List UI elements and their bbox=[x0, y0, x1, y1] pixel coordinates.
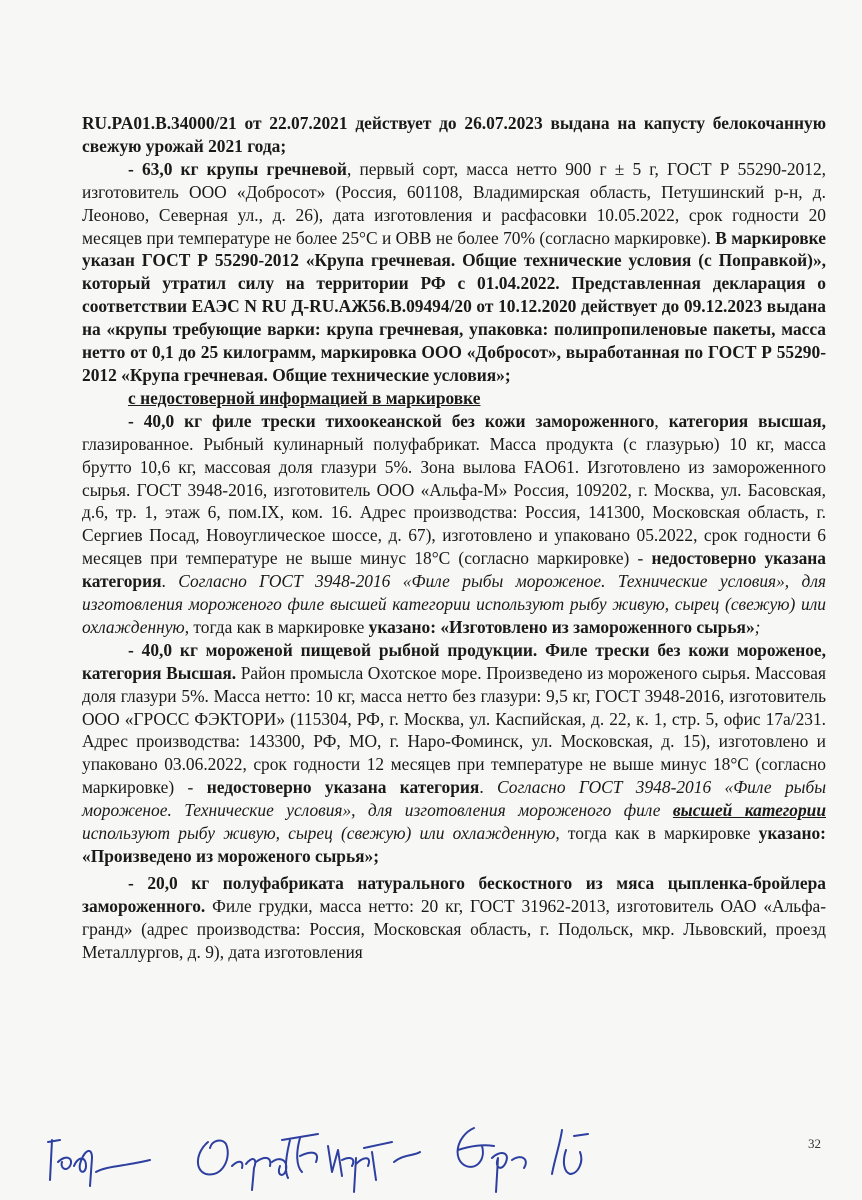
signature-1 bbox=[48, 1140, 92, 1186]
paragraph-4-run-6: используют рыбу живую, сырец (свежую) или охлажденную, bbox=[82, 823, 560, 844]
paragraph-1-run-2: В маркировке указан ГОСТ Р 55290-2012 «Крупа гречневая. Общие технические условия (с Поправкой)», который утратил силу на территории РФ с 01.04.2022. Представленная декларация о соответствии ЕАЭС N RU Д-RU.АЖ56.В.09494/20 от 10.12.2020 действует до 09.12.2023 выдана на «крупы требующие варки: крупа гречневая, упаковка: полипропиленовые пакеты, масса нетто от 0,1 до 25 килограмм, маркировка ООО «Добросот», выработанная по ГОСТ Р 55290-2012 «Крупа гречневая. Общие технические условия»; bbox=[82, 227, 826, 385]
paragraph-4-run-4: Согласно ГОСТ 3948-2016 «Филе рыбы мороженое. Технические условия», для изготовления мороженого филе bbox=[82, 777, 826, 821]
paragraph-3-run-8: указано: «Изготовлено из замороженного сырья» bbox=[368, 616, 755, 637]
page-number: 32 bbox=[808, 1136, 821, 1151]
paragraph-3-run-5: . bbox=[161, 571, 179, 592]
paragraph-cod-okhotsk bbox=[82, 639, 826, 868]
paragraph-4-run-8: указано: «Произведено из мороженого сырья»; bbox=[82, 823, 826, 866]
paragraph-1-run-1: , первый сорт, масса нетто 900 г ± 5 г, ГОСТ Р 55290-2012, изготовитель ООО «Добросот» (Россия, 601108, Владимирская область, Петушинский р-н, д. Леоново, Северная ул., д. 26), дата изготовления и расфасовки 10.05.2022, срок годности 20 месяцев при температуре не более 25°С и ОВВ не более 70% (согласно маркировке). bbox=[82, 158, 826, 248]
paragraph-3-run-1: , bbox=[654, 410, 669, 431]
paragraph-chicken bbox=[82, 872, 826, 964]
paragraph-4-run-0: - 40,0 кг мороженой пищевой рыбной продукции. Филе трески без кожи мороженое, категория Высшая. bbox=[82, 639, 826, 683]
paragraph-4-run-3: . bbox=[479, 777, 498, 798]
paragraph-4-run-1: Район промысла Охотское море. Произведено из мороженого сырья. Массовая доля глазури 5%. Масса нетто: 10 кг, масса нетто без глазури: 9,5 кг, ГОСТ 3948-2016, изготовитель ООО «ГРОСС ФЭКТОРИ» (115304, РФ, г. Москва, ул. Каспийская, д. 22, к. 1, стр. 5, офис 17а/231. Адрес производства: 143300, РФ, МО, г. Наро-Фоминск, ул. Московская, д. 15), изготовлено и упаковано 03.06.2022, срок годности 12 месяцев при температуре не выше минус 18°С (согласно маркировке) - bbox=[82, 662, 826, 798]
paragraph-2-run-0: с недостоверной информацией в маркировке bbox=[128, 387, 481, 408]
handwritten-signatures bbox=[0, 1100, 862, 1200]
signature-4 bbox=[458, 1128, 526, 1192]
paragraph-1-run-0: - 63,0 кг крупы гречневой bbox=[128, 158, 347, 179]
paragraph-3-run-7: , тогда как в маркировке bbox=[184, 616, 369, 637]
paragraph-3-run-6: Согласно ГОСТ 3948-2016 «Филе рыбы мороженое. Технические условия», для изготовления мороженого филе высшей категории используют рыбу живую, сырец (свежую) или охлажденную bbox=[82, 571, 826, 637]
paragraph-4-run-5: высшей категории bbox=[672, 800, 826, 821]
paragraph-5-run-0: - 20,0 кг полуфабриката натурального бескостного из мяса цыпленка-бройлера замороженного. bbox=[82, 872, 826, 916]
paragraph-4-run-2: недостоверно указана категория bbox=[206, 777, 480, 798]
paragraph-5-run-1: Филе грудки, масса нетто: 20 кг, ГОСТ 31962-2013, изготовитель ОАО «Альфа-гранд» (адрес производства: Россия, Московская область, г. Подольск, мкр. Львовский, проезд Металлургов, д. 9), дата изготовления bbox=[82, 895, 826, 962]
signature-2 bbox=[198, 1141, 286, 1190]
paragraph-buckwheat bbox=[82, 158, 826, 387]
signature-5 bbox=[552, 1130, 588, 1174]
paragraph-4-run-7: тогда как в маркировке bbox=[559, 823, 759, 844]
signature-3 bbox=[328, 1142, 420, 1192]
paragraph-cod-pacific bbox=[82, 410, 826, 639]
paragraph-0-run-0: RU.PA01.B.34000/21 от 22.07.2021 действует до 26.07.2023 выдана на капусту белокочанную свежую урожай 2021 года; bbox=[82, 113, 826, 156]
paragraph-3-run-0: - 40,0 кг филе трески тихоокеанской без кожи замороженного bbox=[128, 410, 655, 431]
paragraph-0 bbox=[82, 112, 826, 158]
paragraph-3-run-9: ; bbox=[754, 616, 761, 637]
paragraph-3-run-3: глазированное. Рыбный кулинарный полуфабрикат. Масса продукта (с глазурью) 10 кг, масса брутто 10,6 кг, массовая доля глазури 5%. Зона вылова FAO61. Изготовлено из замороженного сырья. ГОСТ 3948-2016, изготовитель ООО «Альфа-М» Россия, 109202, г. Москва, ул. Басовская, д.6, тр. 1, этаж 6, пом.IX, ком. 16. Адрес производства: Россия, 141300, Московская область, г. Сергиев Посад, Новоуглическое шоссе, д. 67), изготовлено и упаковано 05.2022, срок годности 6 месяцев при температуре не выше минус 18°С (согласно маркировке) - bbox=[82, 433, 826, 569]
paragraph-3-run-4: недостоверно указана категория bbox=[82, 548, 826, 592]
paragraph-3-run-2: категория высшая, bbox=[668, 410, 826, 431]
document-body bbox=[82, 112, 826, 964]
section-heading bbox=[82, 387, 826, 410]
